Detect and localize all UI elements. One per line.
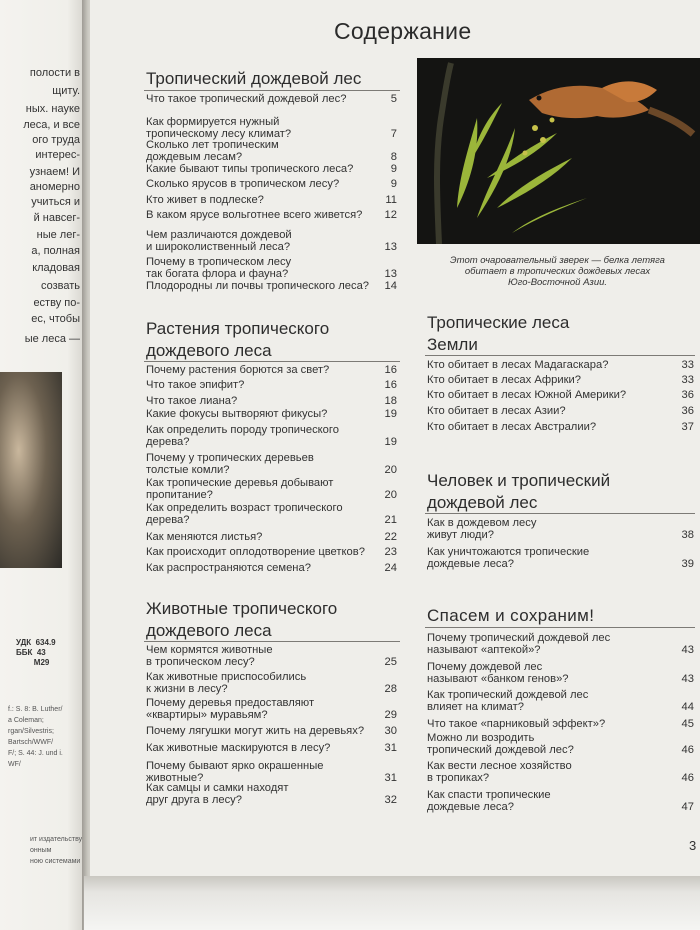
flying-squirrel-photo (417, 58, 700, 244)
section-title: Тропический дождевой лес (146, 69, 362, 88)
toc-page-number: 21 (384, 513, 397, 526)
toc-entry: Как уничтожаются тропические дождевые леса? (427, 546, 590, 570)
toc-entry: Кто обитает в лесах Азии? (427, 405, 566, 417)
previous-page-line: полости в (29, 67, 80, 79)
toc-entry: Как вести лесное хозяйство в тропиках? (427, 760, 572, 784)
page-title: Содержание (334, 18, 472, 44)
toc-entry: Почему растения борются за свет? (146, 364, 330, 376)
toc-entry: Кто обитает в лесах Африки? (427, 374, 581, 386)
toc-page-number: 8 (390, 150, 397, 163)
photo-credit-line: a Coleman; (8, 717, 44, 724)
toc-entry: Плодородны ли почвы тропического леса? (146, 280, 370, 292)
toc-page-number: 5 (390, 93, 397, 105)
previous-page-line: узнаем! И (29, 166, 80, 178)
toc-entry: Что такое «парниковый эффект»? (427, 718, 606, 730)
toc-entry: Почему лягушки могут жить на деревьях? (146, 725, 365, 737)
previous-page-line: созвать (40, 280, 80, 292)
previous-page-line: ые леса — (24, 333, 80, 345)
toc-entry: Почему тропический дождевой лес называют «аптекой»? (427, 632, 611, 656)
toc-entry: Какие фокусы вытворяют фикусы? (146, 408, 328, 420)
section-rule (425, 355, 695, 356)
toc-entry: Как распространяются семена? (146, 562, 311, 574)
udk-bbk-block (16, 638, 56, 668)
previous-page (0, 0, 84, 930)
toc-page-number: 16 (384, 364, 397, 376)
toc-page-number: 46 (681, 771, 694, 784)
udk-line: М29 (16, 658, 50, 667)
toc-page-number: 23 (384, 546, 397, 558)
toc-entry: Почему у тропических деревьев толстые комли? (146, 452, 314, 476)
toc-entry: Почему в тропическом лесу так богата флора и фауна? (146, 256, 292, 280)
page-bottom-edge (84, 876, 700, 930)
imprint-line: онным (30, 847, 52, 854)
toc-page-number: 22 (384, 531, 397, 543)
toc-page-number: 24 (384, 562, 397, 574)
previous-page-line: ные лег- (36, 229, 80, 241)
toc-entry: Чем различаются дождевой и широколиственный леса? (146, 229, 292, 253)
toc-page-number: 45 (681, 718, 694, 730)
photo-credit-line: F/; S. 44: J. und i. (8, 750, 63, 757)
previous-page-photo (0, 372, 62, 568)
previous-page-line: щиту. (52, 85, 80, 97)
toc-entry: Как животные маскируются в лесу? (146, 742, 331, 754)
photo-credit-line: f.: S. 8: B. Luther/ (8, 706, 63, 713)
toc-entry: Как определить породу тропического дерева? (146, 424, 339, 448)
section-title: Растения тропического дождевого леса (146, 319, 330, 360)
imprint-line: ит издательству (30, 836, 83, 843)
section-rule (425, 513, 695, 514)
section-title: Тропические леса Земли (427, 313, 570, 354)
toc-page-number: 25 (384, 655, 397, 668)
previous-page-line: еству по- (33, 297, 80, 309)
toc-page-number: 36 (681, 405, 694, 417)
toc-page-number: 18 (384, 395, 397, 407)
toc-page-number: 43 (681, 643, 694, 656)
section-rule (144, 90, 400, 91)
toc-page-number: 9 (390, 163, 397, 175)
toc-page-number: 38 (681, 528, 694, 541)
previous-page-line: й навсег- (33, 212, 80, 224)
toc-entry: Как спасти тропические дождевые леса? (427, 789, 551, 813)
toc-entry: Сколько лет тропическим дождевым лесам? (146, 139, 279, 163)
section-rule (144, 641, 400, 642)
toc-entry: Как тропические деревья добывают пропитание? (146, 477, 334, 501)
photo-credit-line: WF/ (8, 761, 21, 768)
toc-entry: Кто обитает в лесах Австралии? (427, 421, 597, 433)
toc-page-number: 20 (384, 463, 397, 476)
toc-page-number: 19 (384, 435, 397, 448)
toc-page-number: 13 (384, 267, 397, 280)
toc-entry: Как тропический дождевой лес влияет на климат? (427, 689, 589, 713)
toc-page-number: 39 (681, 557, 694, 570)
toc-entry: Почему деревья предоставляют «квартиры» муравьям? (146, 697, 315, 721)
toc-entry: Кто обитает в лесах Мадагаскара? (427, 359, 609, 371)
toc-entry: Чем кормятся животные в тропическом лесу? (146, 644, 273, 668)
page-number: 3 (689, 838, 697, 853)
toc-entry: Что такое лиана? (146, 395, 238, 407)
toc-page-number: 33 (681, 374, 694, 386)
section-rule (425, 627, 695, 628)
toc-entry: Почему бывают ярко окрашенные животные? (146, 760, 324, 784)
toc-entry: Кто живет в подлеске? (146, 194, 264, 206)
toc-entry: Как определить возраст тропического дерева? (146, 502, 343, 526)
toc-page-number: 36 (681, 389, 694, 401)
toc-entry: Почему дождевой лес называют «банком генов»? (427, 661, 569, 685)
toc-page-number: 32 (384, 793, 397, 806)
section-title: Человек и тропический дождевой лес (427, 471, 611, 512)
toc-page-number: 28 (384, 682, 397, 695)
toc-page-number: 43 (681, 672, 694, 685)
toc-entry: В каком ярусе вольготнее всего живется? (146, 209, 363, 221)
toc-entry: Как самцы и самки находят друг друга в лесу? (146, 782, 289, 806)
udk-line: ББК 43 (16, 648, 46, 657)
toc-entry: Какие бывают типы тропического леса? (146, 163, 354, 175)
section-title: Спасем и сохраним! (427, 606, 595, 625)
toc-entry: Что такое тропический дождевой лес? (146, 93, 347, 105)
udk-line: УДК 634.9 (16, 638, 56, 647)
toc-entry: Как происходит оплодотворение цветков? (146, 546, 365, 558)
toc-entry: Что такое эпифит? (146, 379, 245, 391)
toc-page-number: 12 (384, 209, 397, 221)
toc-page-number: 31 (384, 771, 397, 784)
imprint-line: ною системами (30, 858, 81, 865)
previous-page-line: аномерно (29, 181, 80, 193)
toc-page-number: 19 (384, 408, 397, 420)
previous-page-line: леса, и все (23, 119, 80, 131)
toc-page-number: 16 (384, 379, 397, 391)
toc-page-number: 29 (384, 708, 397, 721)
toc-entry: Сколько ярусов в тропическом лесу? (146, 178, 340, 190)
toc-page-number: 7 (390, 127, 397, 140)
toc-page-number: 33 (681, 359, 694, 371)
previous-page-line: интерес- (35, 149, 80, 161)
flying-squirrel-illustration (417, 58, 700, 244)
previous-page-line: кладовая (32, 262, 80, 274)
toc-page-number: 20 (384, 488, 397, 501)
toc-page-number: 46 (681, 743, 694, 756)
toc-page-number: 14 (384, 280, 397, 292)
photo-caption: Этот очаровательный зверек — белка летяга обитает в тропических дождевых лесах Юго-Восточной Азии. (450, 255, 665, 288)
previous-page-line: ес, чтобы (31, 313, 80, 325)
toc-page-number: 13 (384, 240, 397, 253)
previous-page-line: а, полная (31, 245, 80, 257)
section-title: Животные тропического дождевого леса (146, 599, 338, 640)
toc-page-number: 31 (384, 742, 397, 754)
toc-page-number: 11 (385, 194, 397, 206)
toc-page-number: 9 (390, 178, 397, 190)
previous-page-line: ого труда (32, 134, 80, 146)
photo-credit-line: Bartsch/WWF/ (8, 739, 54, 746)
toc-page-number: 47 (681, 800, 694, 813)
previous-page-line: ных. науке (25, 103, 80, 115)
toc-page-number: 37 (681, 421, 694, 433)
toc-entry: Как животные приспособились к жизни в лесу? (146, 671, 307, 695)
toc-entry: Как меняются листья? (146, 531, 263, 543)
photo-credit-line: rgan/Silvestris; (8, 728, 54, 735)
toc-entry: Как в дождевом лесу живут люди? (427, 517, 537, 541)
toc-entry: Кто обитает в лесах Южной Америки? (427, 389, 627, 401)
toc-entry: Можно ли возродить тропический дождевой лес? (427, 732, 574, 756)
toc-page-number: 30 (384, 725, 397, 737)
section-rule (144, 361, 400, 362)
toc-entry: Как формируется нужный тропическому лесу климат? (146, 116, 292, 140)
previous-page-line: учиться и (31, 196, 80, 208)
toc-page-number: 44 (681, 700, 694, 713)
